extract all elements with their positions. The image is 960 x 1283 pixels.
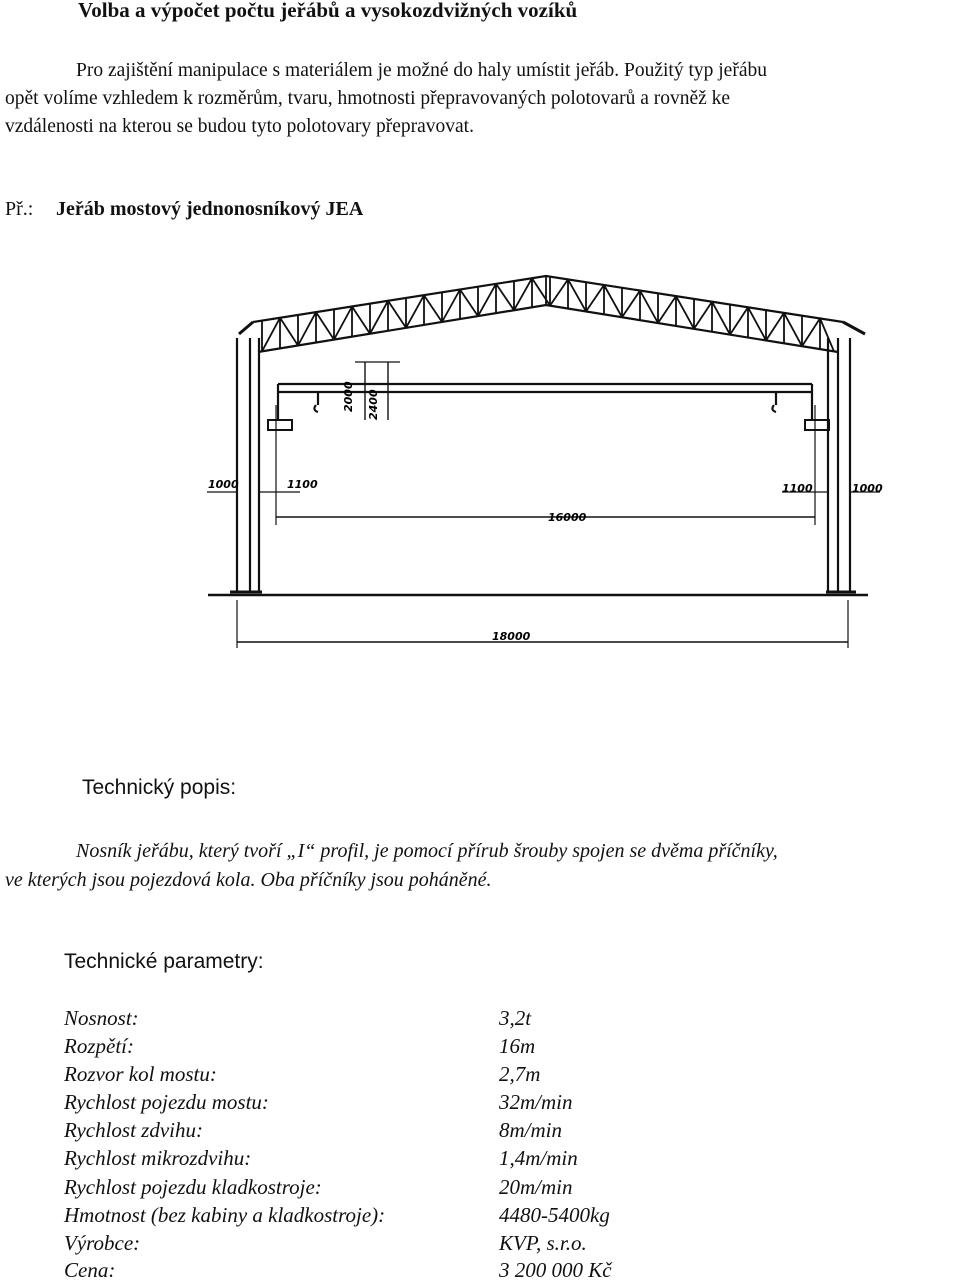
right-column	[828, 338, 850, 592]
example-crane-name: Jeřáb mostový jednonosníkový JEA	[56, 198, 364, 220]
left-hook	[314, 392, 318, 412]
description-heading: Technický popis:	[82, 776, 237, 799]
param-label: Rozvor kol mostu:	[64, 1062, 217, 1086]
param-label: Rychlost pojezdu kladkostroje:	[64, 1175, 322, 1199]
dim-height-b: 2400	[367, 389, 380, 420]
param-value: 3,2t	[499, 1006, 532, 1030]
dim-left-offset: 1100	[287, 478, 318, 491]
param-value: 4480-5400kg	[499, 1203, 610, 1227]
roof-top-chord	[253, 276, 843, 322]
description-line-2: ve kterých jsou pojezdová kola. Oba příčníky jsou poháněné.	[5, 869, 492, 891]
param-value: 3 200 000 Kč	[499, 1258, 612, 1282]
param-label: Rozpětí:	[64, 1034, 134, 1058]
dim-height-a: 2000	[342, 381, 355, 412]
param-label: Rychlost mikrozdvihu:	[64, 1146, 252, 1170]
param-label: Rychlost pojezdu mostu:	[64, 1090, 269, 1114]
parameters-heading: Technické parametry:	[64, 950, 264, 973]
left-column	[237, 338, 259, 592]
param-value: 2,7m	[499, 1062, 541, 1086]
document-title: Volba a výpočet počtu jeřábů a vysokozdvižných vozíků	[78, 0, 578, 22]
param-label: Rychlost zdvihu:	[64, 1118, 204, 1142]
description-line-1: Nosník jeřábu, který tvoří „I“ profil, je pomocí přírub šrouby spojen se dvěma příčníky,	[76, 840, 778, 862]
intro-line-1: Pro zajištění manipulace s materiálem je možné do haly umístit jeřáb. Použitý typ jeřábu	[76, 60, 767, 81]
param-value: 1,4m/min	[499, 1146, 578, 1170]
dim-left-margin: 1000	[208, 478, 239, 491]
param-value: KVP, s.r.o.	[499, 1231, 587, 1255]
param-label: Hmotnost (bez kabiny a kladkostroje):	[64, 1203, 386, 1227]
param-label: Nosnost:	[64, 1006, 139, 1030]
example-prefix: Př.:	[5, 198, 34, 220]
param-value: 32m/min	[499, 1090, 573, 1114]
intro-line-3: vzdálenosti na kterou se budou tyto polotovary přepravovat.	[5, 116, 474, 137]
param-value: 8m/min	[499, 1118, 562, 1142]
intro-line-2: opět volíme vzhledem k rozměrům, tvaru, hmotnosti přepravovaných polotovarů a rovněž ke	[5, 88, 731, 109]
param-value: 20m/min	[499, 1175, 573, 1199]
crane-bridge	[278, 384, 812, 392]
hall-cross-section-drawing	[195, 258, 955, 653]
dim-hall-width: 18000	[492, 630, 531, 643]
param-value: 16m	[499, 1034, 536, 1058]
roof-truss-webs	[262, 276, 834, 351]
dim-right-margin: 1000	[852, 482, 883, 495]
param-label: Výrobce:	[64, 1231, 141, 1255]
param-label: Cena:	[64, 1258, 116, 1282]
dim-span: 16000	[548, 511, 587, 524]
truss-web-members	[262, 276, 834, 351]
right-hook	[772, 392, 776, 412]
dim-right-offset: 1100	[782, 482, 813, 495]
